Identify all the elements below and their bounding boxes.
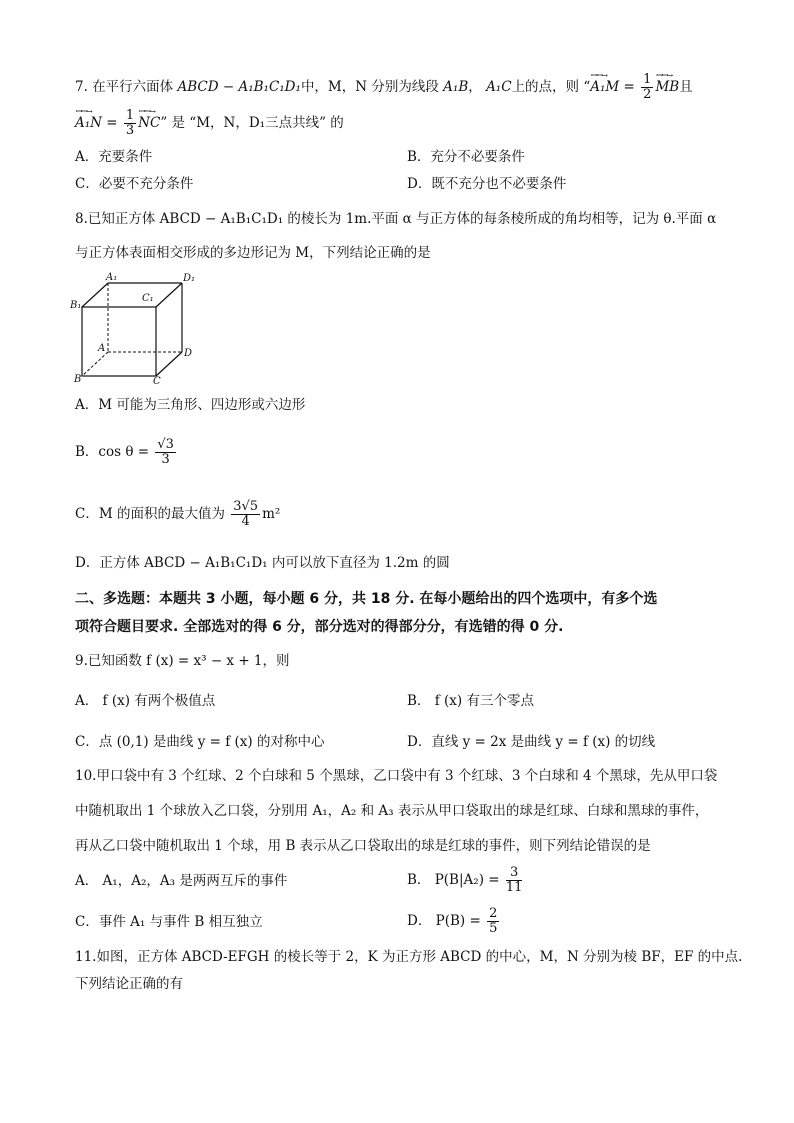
cube-edge xyxy=(82,283,108,307)
section2-heading-line2: 项符合题目要求. 全部选对的得 6 分，部分选对的得部分分，有选错的得 0 分. xyxy=(75,619,564,635)
cube-diagram xyxy=(70,270,200,385)
q7-vector: ꟷꟷ→ NC xyxy=(138,107,161,131)
cube-edge xyxy=(156,283,182,307)
q7-option-c: C．必要不充分条件 xyxy=(75,176,194,192)
q10-fraction: $\frac{2}{5}$ xyxy=(489,906,498,936)
label-a: A xyxy=(98,343,106,354)
q8-fraction: $\frac{3√5}{4}$ xyxy=(233,499,259,529)
q7-segment: A₁C xyxy=(486,79,512,95)
label-c: C xyxy=(153,376,161,385)
label-a1: A₁ xyxy=(106,272,118,283)
q8-stem-line2: 与正方体表面相交形成的多边形记为 M，下列结论正确的是 xyxy=(75,245,431,261)
q7-text: 中，M，N 分别为线段 xyxy=(300,79,439,95)
q9-option-a: A． f (x) 有两个极值点 xyxy=(75,693,216,709)
q7-vector: ꟷꟷ→ A₁M xyxy=(590,71,620,95)
q8-stem-line1: 8.已知正方体 ABCD − A₁B₁C₁D₁ 的棱长为 1m.平面 α 与正方体的每条棱所成的角均相等，记为 θ.平面 α xyxy=(75,211,717,227)
q10-fraction: $\frac{3}{11}$ xyxy=(505,865,523,895)
label-b1: B₁ xyxy=(70,300,82,311)
label-c1: C₁ xyxy=(142,293,154,304)
q7-text: 上的点，则 “ xyxy=(511,79,591,95)
q11-stem-line1: 11.如图，正方体 ABCD-EFGH 的棱长等于 2，K 为正方形 ABCD 的中心，M，N 分别为棱 BF，EF 的中点. xyxy=(75,949,743,965)
cube-hidden-edge xyxy=(82,352,108,376)
q10-stem-line3: 再从乙口袋中随机取出 1 个球，用 B 表示从乙口袋取出的球是红球的事件，则下列结论错误的是 xyxy=(75,838,651,854)
q7-fraction: $\frac{1}{3}$ xyxy=(125,108,135,138)
q7-stem-line1: 7. 在平行六面体 ABCD − A₁B₁C₁D₁中，M，N 分别为线段 A₁B， A₁C上的点，则 “ ꟷꟷ→ A₁M = $\frac{1}{2}$ ꟷꟷ→ MB且 xyxy=(75,71,693,102)
q8-fraction: $\frac{√3}{3}$ xyxy=(157,437,174,467)
cube-edge xyxy=(156,352,182,376)
section2-heading-line1: 二、多选题：本题共 3 小题，每小题 6 分，共 18 分. 在每小题给出的四个选项中，有多个选 xyxy=(75,591,658,607)
q7-text: 且 xyxy=(679,79,693,95)
q8-option-b: B．cos θ = $\frac{√3}{3}$ xyxy=(75,437,174,467)
q10-option-b: B． P(B|A₂) = $\frac{3}{11}$ xyxy=(407,865,523,895)
q7-option-d: D．既不充分也不必要条件 xyxy=(407,176,567,192)
q11-stem-line2: 下列结论正确的有 xyxy=(75,976,183,992)
q7-option-b: B．充分不必要条件 xyxy=(407,149,525,165)
label-d: D xyxy=(184,348,193,359)
q7-vector: ꟷꟷ→ MB xyxy=(655,71,680,95)
q8-option-c: C．M 的面积的最大值为 $\frac{3√5}{4}$ m² xyxy=(75,499,281,529)
q10-option-d: D． P(B) = $\frac{2}{5}$ xyxy=(407,906,498,936)
q10-stem-line1: 10.甲口袋中有 3 个红球、2 个白球和 5 个黑球，乙口袋中有 3 个红球、3 个白球和 4 个黑球，先从甲口袋 xyxy=(75,768,718,784)
q7-text: 在平行六面体 xyxy=(92,79,174,95)
q8-option-d: D．正方体 ABCD − A₁B₁C₁D₁ 内可以放下直径为 1.2m 的圆 xyxy=(75,555,450,571)
q9-option-b: B． f (x) 有三个零点 xyxy=(407,693,534,709)
label-d1: D₁ xyxy=(183,273,196,284)
q8-option-a: A．M 可能为三角形、四边形或六边形 xyxy=(75,397,306,413)
q7-solid: ABCD − A₁B₁C₁D₁ xyxy=(177,79,301,95)
q7-stem-line2: ꟷꟷ→ A₁N = $\frac{1}{3}$ ꟷꟷ→ NC” 是 “M，N，D₁三点共线” 的 xyxy=(75,107,344,138)
q9-option-d: D．直线 y = 2x 是曲线 y = f (x) 的切线 xyxy=(407,734,656,750)
q7-segment: A₁B xyxy=(443,79,469,95)
q7-text: ” 是 “M，N，D₁三点共线” 的 xyxy=(160,115,344,131)
q7-fraction: $\frac{1}{2}$ xyxy=(643,72,652,102)
q7-vector: ꟷꟷ→ A₁N xyxy=(75,107,102,131)
q7-number: 7. xyxy=(75,79,88,95)
q10-option-a: A． A₁，A₂，A₃ 是两两互斥的事件 xyxy=(75,873,288,889)
q7-option-a: A．充要条件 xyxy=(75,149,153,165)
q9-stem: 9.已知函数 f (x) = x³ − x + 1，则 xyxy=(75,653,290,669)
label-b: B xyxy=(74,374,82,385)
q10-stem-line2: 中随机取出 1 个球放入乙口袋，分别用 A₁，A₂ 和 A₃ 表示从甲口袋取出的球是红球、白球和黑球的事件， xyxy=(75,803,709,819)
q10-option-c: C．事件 A₁ 与事件 B 相互独立 xyxy=(75,914,263,930)
q9-option-c: C．点 (0,1) 是曲线 y = f (x) 的对称中心 xyxy=(75,734,325,750)
